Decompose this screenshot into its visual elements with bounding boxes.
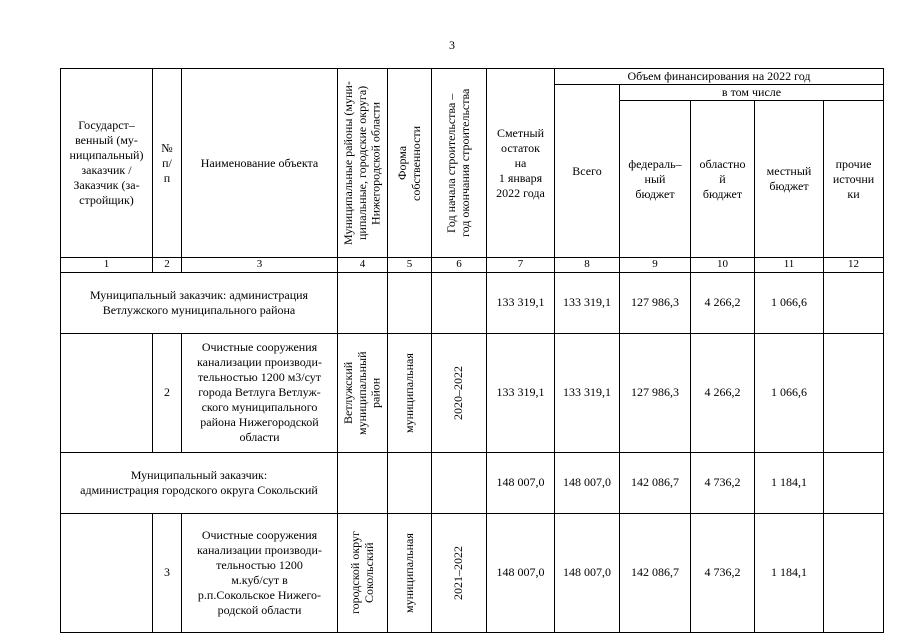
object-district: городской округ Сокольский [338,513,388,632]
column-number: 12 [824,258,884,273]
other-value [824,452,884,513]
local-value: 1 066,6 [755,333,824,452]
regional-value: 4 736,2 [691,452,755,513]
column-number: 3 [182,258,338,273]
object-ownership: муниципальная [388,333,432,452]
header-years: Год начала строительства – год окончания строительства [432,69,487,258]
object-row [61,333,884,452]
empty-cell [432,452,487,513]
empty-cell [61,513,153,632]
object-years: 2021–2022 [432,513,487,632]
financing-table [60,68,884,633]
column-number-row [61,258,884,273]
customer-row [61,272,884,333]
federal-value: 127 986,3 [620,272,691,333]
customer-name: Муниципальный заказчик: администрация городского округа Сокольский [61,452,338,513]
object-years: 2020–2022 [432,333,487,452]
object-name: Очистные сооружения канализации производи- тельностью 1200 м3/сут города Ветлуга Ветлуж- ского муниципального района Нижегородской области [182,333,338,452]
header-object-name: Наименование объекта [182,69,338,258]
header-local: местный бюджет [755,101,824,258]
header-customer: Государст– венный (му- ниципальный) заказчик / Заказчик (за- стройщик) [61,69,153,258]
customer-name: Муниципальный заказчик: администрация Ветлужского муниципального района [61,272,338,333]
page-number: 3 [449,38,455,52]
empty-cell [388,452,432,513]
local-value: 1 184,1 [755,452,824,513]
federal-value: 127 986,3 [620,333,691,452]
total-value: 148 007,0 [555,452,620,513]
regional-value: 4 266,2 [691,333,755,452]
empty-cell [388,272,432,333]
header-including: в том числе [620,85,884,101]
empty-cell [432,272,487,333]
empty-cell [338,272,388,333]
remainder-value: 148 007,0 [487,452,555,513]
header-regional: областно й бюджет [691,101,755,258]
column-number: 1 [61,258,153,273]
other-value [824,272,884,333]
column-number: 2 [153,258,182,273]
federal-value: 142 086,7 [620,452,691,513]
total-value: 133 319,1 [555,333,620,452]
header-other: прочие источни ки [824,101,884,258]
remainder-value: 133 319,1 [487,272,555,333]
remainder-value: 133 319,1 [487,333,555,452]
column-number: 7 [487,258,555,273]
column-number: 10 [691,258,755,273]
header-districts: Муниципальные районы (муни- ципальные, городские округа) Нижегородской области [338,69,388,258]
column-number: 4 [338,258,388,273]
other-value [824,333,884,452]
object-number: 3 [153,513,182,632]
column-number: 9 [620,258,691,273]
header-remainder: Сметный остаток на 1 января 2022 года [487,69,555,258]
local-value: 1 184,1 [755,513,824,632]
empty-cell [338,452,388,513]
regional-value: 4 266,2 [691,272,755,333]
empty-cell [61,333,153,452]
header-number: № п/ п [153,69,182,258]
federal-value: 142 086,7 [620,513,691,632]
regional-value: 4 736,2 [691,513,755,632]
object-district: Ветлужский муниципальный район [338,333,388,452]
other-value [824,513,884,632]
column-number: 6 [432,258,487,273]
header-federal: федераль– ный бюджет [620,101,691,258]
total-value: 148 007,0 [555,513,620,632]
object-ownership: муниципальная [388,513,432,632]
column-number: 5 [388,258,432,273]
header-total: Всего [555,85,620,258]
header-financing-group: Объем финансирования на 2022 год [555,69,884,85]
customer-row [61,452,884,513]
object-row [61,513,884,632]
remainder-value: 148 007,0 [487,513,555,632]
header-ownership: Форма собственности [388,69,432,258]
object-name: Очистные сооружения канализации производи- тельностью 1200 м.куб/сут в р.п.Сокольское Нижего- родской области [182,513,338,632]
total-value: 133 319,1 [555,272,620,333]
column-number: 11 [755,258,824,273]
object-number: 2 [153,333,182,452]
column-number: 8 [555,258,620,273]
local-value: 1 066,6 [755,272,824,333]
